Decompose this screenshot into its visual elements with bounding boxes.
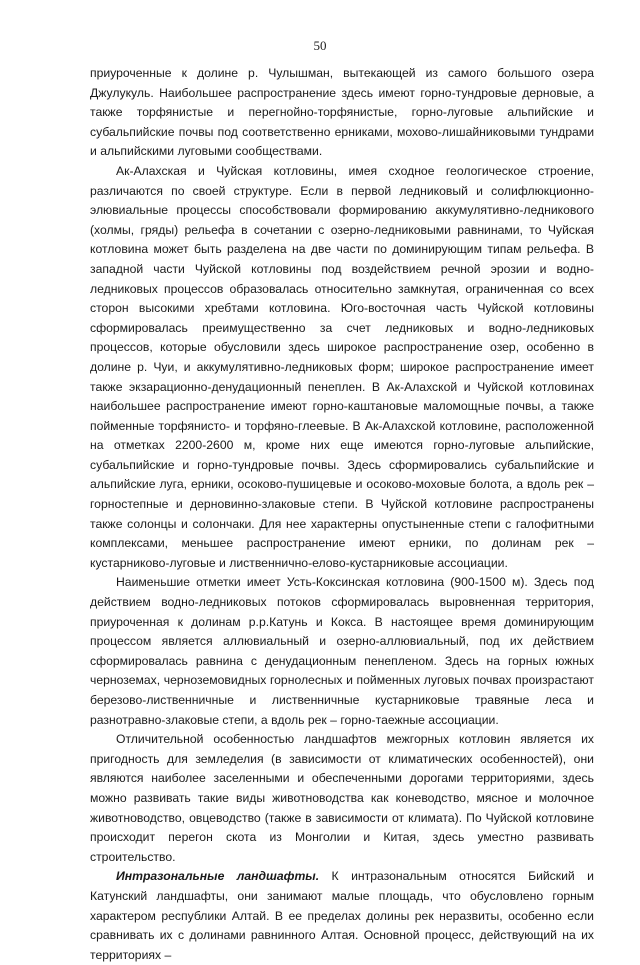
paragraph-ak-alakh-chuya: Ак-Алахская и Чуйская котловины, имея сходное геологическое строение, различаются по своей структуре. Если в первой ледниковый и солифлюкционно-элювиальные процессы способствовали формированию аккумулятивно-ледникового (холмы, гряды) рельефа в сочетании с озерно-ледниковыми равнинами, то Чуйская котловина может быть разделена на две части по доминирующим типам рельефа. В западной части Чуйской котловины под воздействием речной эрозии и водно-ледниковых процессов образовалась относительно замкнутая, ограниченная со всех сторон высокими хребтами котловина. Юго-восточная часть Чуйской котловины сформировалась преимущественно за счет ледниковых и водно-ледниковых процессов, которые обусловили здесь широкое распространение озер, особенно в долине р. Чуи, и аккумулятивно-ледниковых форм; широкое распространение имеет также экзарационно-денудационный пенеплен. В Ак-Алахской и Чуйской котловинах наибольшее распространение имеют горно-каштановые маломощные почвы, а также пойменные торфянисто- и торфяно-глеевые. В Ак-Алахской котловине, расположенной на отметках 2200-2600 м, кроме них еще имеются горно-луговые альпийские, субальпийские и горно-тундровые почвы. Здесь сформировались субальпийские и альпийские луга, ерники, осоково-пушицевые и осоково-моховые болота, а вдоль рек – горностепные и дерновинно-злаковые степи. В Чуйской котловине распространены также солонцы и солончаки. Для нее характерны опустыненные степи с галофитными комплексами, меньшее распространение имеют ерники, по долинам рек – кустарниково-луговые и лиственнично-елово-кустарниковые ассоциации. bbox=[90, 163, 594, 570]
paragraph-ust-koksa: Наименьшие отметки имеет Усть-Коксинская котловина (900-1500 м). Здесь под действием водно-ледниковых потоков сформировалась выровненная территория, приуроченная к долинам р.р.Катунь и Кокса. В настоящее время доминирующим процессом является аллювиальный и озерно-аллювиальный, под их действием сформировалась равнина с денудационным пенепленом. Здесь на горных южных черноземах, черноземовидных горнолесных и пойменных луговых почвах произрастают березово-лиственничные и лиственничные кустарниковые травяные леса и разнотравно-злаковые степи, а вдоль рек – горно-таежные ассоциации. bbox=[90, 575, 594, 727]
paragraph-basin-features: Отличительной особенностью ландшафтов межгорных котловин является их пригодность для земледелия (в зависимости от климатических особенностей), они являются наиболее заселенными и обеспеченными дорогами территориями, здесь можно развивать такие виды животноводства как коневодство, мясное и молочное животноводство, овцеводство (также в зависимости от климата). По Чуйской котловине происходит перегон скота из Монголии и Китая, здесь уместно развивать строительство. bbox=[90, 732, 594, 864]
body-text bbox=[90, 64, 594, 965]
paragraph-intrazonal bbox=[90, 867, 594, 965]
page-number: 50 bbox=[313, 38, 327, 53]
paragraph-continuation: приуроченные к долине р. Чулышман, вытекающей из самого большого озера Джулукуль. Наибольшее распространение здесь имеют горно-тундровые дерновые, а также торфянистые и перегнойно-торфянистые, горно-луговые альпийские и субальпийские почвы под соответственно ерниками, мохово-лишайниковыми тундрами и альпийскими луговыми сообществами. bbox=[90, 66, 594, 159]
paragraph-intrazonal-text: К интразональным относятся Бийский и Катунский ландшафты, они занимают малые площадь, что обусловлено горным характером республики Алтай. В ее пределах долины рек неразвиты, особенно если сравнивать их с долинами равнинного Алтая. Основной процесс, действующий на их территориях – bbox=[90, 869, 594, 962]
section-heading-inline: Интразональные ландшафты. bbox=[116, 869, 320, 884]
